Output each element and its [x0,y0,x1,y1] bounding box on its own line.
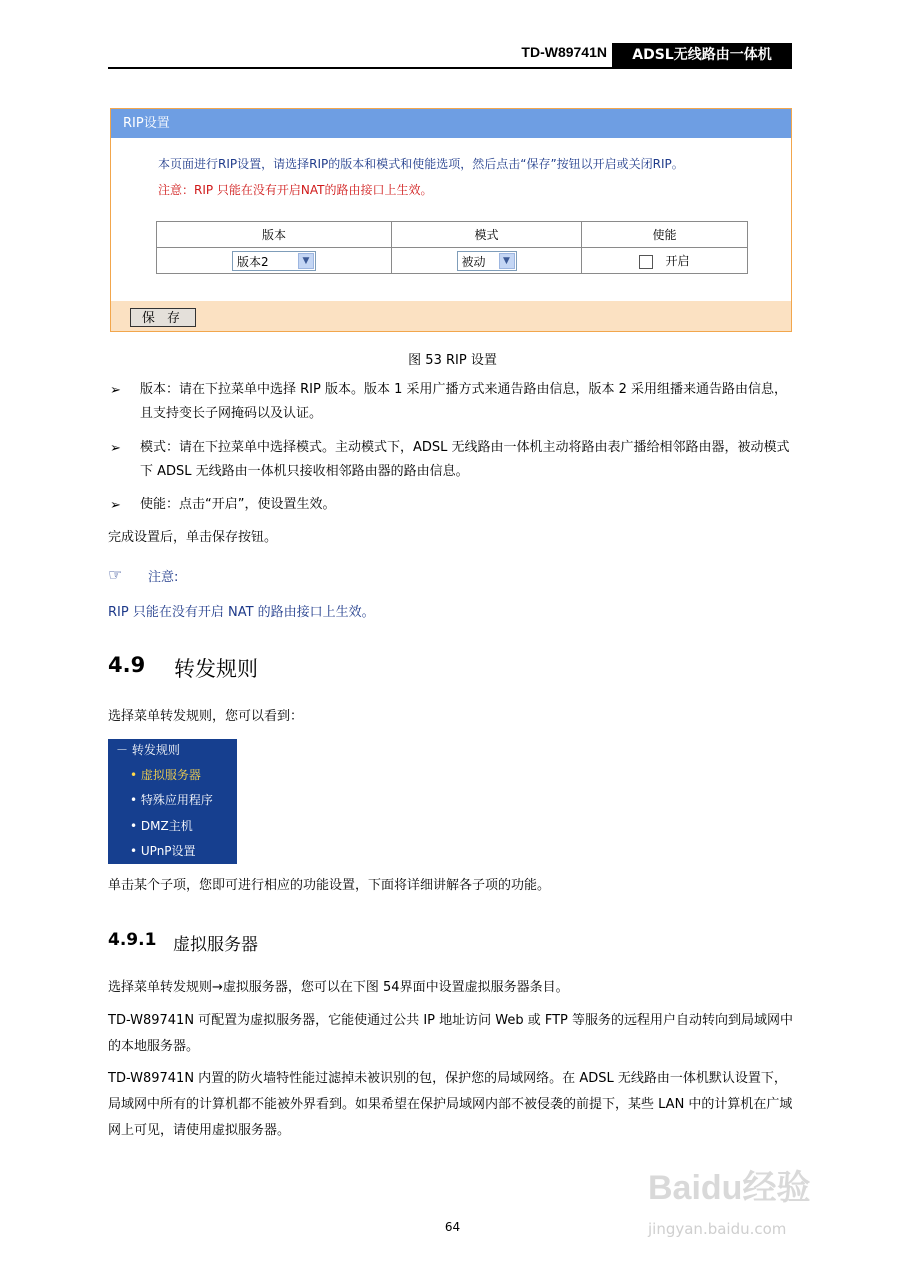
column-enable: 使能 [582,222,748,248]
watermark-brand: Baidu经验 [648,1169,811,1207]
bullet-marker: ➢ [110,441,121,456]
paragraph: 选择菜单转发规则→虚拟服务器，您可以在下图 54界面中设置虚拟服务器条目。 [108,980,569,995]
paragraph: TD-W89741N 可配置为虚拟服务器，它能使通过公共 IP 地址访问 Web 或 FTP 等服务的远程用户自动转向到局域网中的本地服务器。 [108,1013,794,1054]
menu-item-dmz[interactable]: • DMZ主机 [130,819,193,833]
bullet-version: 版本：请在下拉菜单中选择 RIP 版本。版本 1 采用广播方式来通告路由信息，版本 2 采用组播来通告路由信息，且支持变长子网掩码以及认证。 [140,382,788,421]
bullet-marker: ➢ [110,498,121,513]
menu-head[interactable]: － 转发规则 [116,743,180,757]
chevron-down-icon[interactable]: ▼ [499,253,515,269]
bullet-enable: 使能：点击“开启”，使设置生效。 [140,497,336,512]
rip-settings-panel [110,108,792,332]
bullet-mode: 模式：请在下拉菜单中选择模式。主动模式下，ADSL 无线路由一体机主动将路由表广播给相邻路由器，被动模式下 ADSL 无线路由一体机只接收相邻路由器的路由信息。 [140,440,790,479]
figure-caption: 图 53 RIP 设置 [408,353,497,368]
bullet-marker: ➢ [110,383,121,398]
table-row [157,248,748,274]
forwarding-menu [108,739,237,864]
chevron-down-icon[interactable]: ▼ [298,253,314,269]
version-select-value: 版本2 [237,254,269,269]
header-product: ADSL无线路由一体机 [612,43,792,67]
menu-item-virtual-server[interactable]: • 虚拟服务器 [130,768,201,782]
paragraph: TD-W89741N 内置的防火墙特性能过滤掉未被识别的包，保护您的局域网络。在 ADSL 无线路由一体机默认设置下，局域网中所有的计算机都不能被外界看到。如果希望在保护局域网内部不被侵袭的前提下，某些 LAN 中的计算机在广域网上可见，请使用虚拟服务器。 [108,1071,793,1138]
page-number: 64 [444,1220,461,1234]
after-save-text: 完成设置后，单击保存按钮。 [108,530,278,545]
enable-checkbox[interactable] [639,255,653,269]
pointing-hand-icon: ☞ [108,565,123,584]
subsection-number: 4.9.1 [108,930,157,950]
panel-title: RIP设置 [111,109,791,138]
watermark-url: jingyan.baidu.com [648,1220,787,1238]
section-intro: 选择菜单转发规则，您可以看到： [108,709,304,724]
menu-item-upnp[interactable]: • UPnP设置 [130,844,196,858]
column-mode: 模式 [392,222,582,248]
column-version: 版本 [157,222,392,248]
note-body: RIP 只能在没有开启 NAT 的路由接口上生效。 [108,605,375,620]
mode-select-value: 被动 [461,254,486,269]
panel-description: 本页面进行RIP设置，请选择RIP的版本和模式和使能选项，然后点击“保存”按钮以开启或关闭RIP。 [158,157,684,171]
mode-select[interactable] [457,251,517,271]
panel-note: 注意：RIP 只能在没有开启NAT的路由接口上生效。 [158,183,433,197]
menu-after-text: 单击某个子项，您即可进行相应的功能设置，下面将详细讲解各子项的功能。 [108,878,551,893]
note-title: 注意: [148,570,179,585]
menu-item-special-app[interactable]: • 特殊应用程序 [130,793,213,807]
version-select[interactable] [232,251,316,271]
rip-table [156,221,748,274]
header-model: TD-W89741N [521,44,607,60]
section-number: 4.9 [108,653,146,677]
table-header-row [157,222,748,248]
section-title: 转发规则 [174,657,258,681]
enable-label: 开启 [665,254,690,268]
save-button[interactable]: 保 存 [130,308,196,327]
header-rule [108,67,792,69]
panel-footer-bar [111,301,791,331]
subsection-title: 虚拟服务器 [173,935,258,955]
